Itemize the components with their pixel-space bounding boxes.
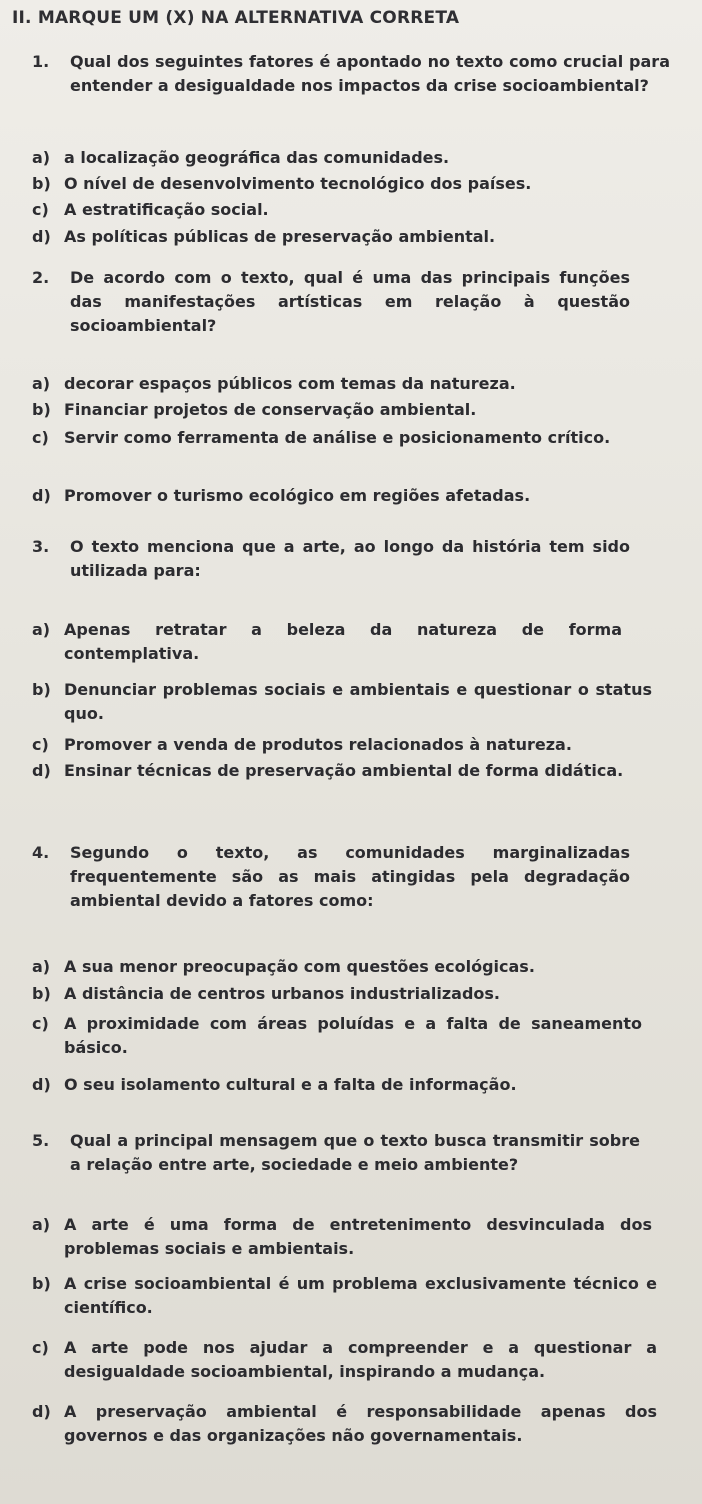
option-text: Financiar projetos de conservação ambiental. [64, 400, 477, 419]
option-letter: d) [32, 761, 51, 780]
option-text: Apenas retratar a beleza da natureza de forma contemplativa. [64, 620, 622, 663]
question-1-option-a[interactable] [32, 146, 449, 170]
question-3-option-b[interactable] [32, 678, 652, 726]
option-letter: a) [32, 1215, 51, 1234]
option-letter: c) [32, 735, 49, 754]
question-1-number: 1. [32, 52, 50, 71]
option-text: As políticas públicas de preservação ambiental. [64, 227, 496, 246]
option-letter: a) [32, 957, 51, 976]
question-4-option-d[interactable] [32, 1073, 517, 1097]
option-text: A estratificação social. [64, 200, 269, 219]
question-4-option-c[interactable] [32, 1012, 642, 1060]
option-letter: b) [32, 984, 51, 1003]
question-3-text: O texto menciona que a arte, ao longo da história tem sido utilizada para: [70, 537, 630, 580]
option-text: A arte é uma forma de entretenimento desvinculada dos problemas sociais e ambientais. [64, 1215, 652, 1258]
option-letter: c) [32, 1338, 49, 1357]
option-letter: d) [32, 1402, 51, 1421]
option-letter: b) [32, 174, 51, 193]
question-3-option-d[interactable] [32, 759, 652, 783]
option-text: A arte pode nos ajudar a compreender e a questionar a desigualdade socioambiental, inspirando a mudança. [64, 1338, 657, 1381]
option-letter: c) [32, 428, 49, 447]
option-letter: d) [32, 486, 51, 505]
question-4-text: Segundo o texto, as comunidades marginalizadas frequentemente são as mais atingidas pela degradação ambiental devido a fatores como: [70, 843, 630, 910]
question-1-option-c[interactable] [32, 198, 269, 222]
option-text: A proximidade com áreas poluídas e a falta de saneamento básico. [64, 1014, 642, 1057]
option-letter: b) [32, 400, 51, 419]
option-letter: b) [32, 1274, 51, 1293]
question-4-option-b[interactable] [32, 982, 500, 1006]
question-4-option-a[interactable] [32, 955, 535, 979]
question-4-number: 4. [32, 843, 50, 862]
option-text: A preservação ambiental é responsabilidade apenas dos governos e das organizações não governamentais. [64, 1402, 657, 1445]
option-letter: d) [32, 1075, 51, 1094]
option-text: Ensinar técnicas de preservação ambiental de forma didática. [64, 761, 624, 780]
option-text: A sua menor preocupação com questões ecológicas. [64, 957, 535, 976]
option-text: decorar espaços públicos com temas da natureza. [64, 374, 516, 393]
option-text: Promover o turismo ecológico em regiões afetadas. [64, 486, 531, 505]
option-text: Promover a venda de produtos relacionados à natureza. [64, 735, 572, 754]
question-1-option-b[interactable] [32, 172, 531, 196]
question-5-number: 5. [32, 1131, 50, 1150]
option-text: Denunciar problemas sociais e ambientais e questionar o status quo. [64, 680, 652, 723]
option-letter: a) [32, 374, 51, 393]
question-2-option-c[interactable] [32, 426, 612, 450]
option-text: O seu isolamento cultural e a falta de informação. [64, 1075, 517, 1094]
question-3-option-a[interactable] [32, 618, 622, 666]
question-1-text: Qual dos seguintes fatores é apontado no texto como crucial para entender a desigualdade nos impactos da crise socioambiental? [70, 52, 670, 95]
section-title: II. MARQUE UM (X) NA ALTERNATIVA CORRETA [12, 8, 460, 28]
option-text: Servir como ferramenta de análise e posicionamento crítico. [64, 428, 611, 447]
question-5-option-d[interactable] [32, 1400, 657, 1448]
question-2-option-d[interactable] [32, 484, 530, 508]
question-3-option-c[interactable] [32, 733, 572, 757]
question-2-option-a[interactable] [32, 372, 516, 396]
option-letter: b) [32, 680, 51, 699]
question-5-text: Qual a principal mensagem que o texto busca transmitir sobre a relação entre arte, sociedade e meio ambiente? [70, 1131, 640, 1174]
question-5-option-b[interactable] [32, 1272, 657, 1320]
question-5-option-c[interactable] [32, 1336, 657, 1384]
question-3-number: 3. [32, 537, 50, 556]
question-1-option-d[interactable] [32, 225, 495, 249]
option-text: O nível de desenvolvimento tecnológico dos países. [64, 174, 532, 193]
option-text: A distância de centros urbanos industrializados. [64, 984, 501, 1003]
option-letter: c) [32, 200, 49, 219]
question-2-number: 2. [32, 268, 50, 287]
option-text: A crise socioambiental é um problema exclusivamente técnico e científico. [64, 1274, 657, 1317]
option-letter: a) [32, 620, 51, 639]
question-2-option-b[interactable] [32, 398, 476, 422]
option-letter: a) [32, 148, 51, 167]
option-letter: c) [32, 1014, 49, 1033]
option-letter: d) [32, 227, 51, 246]
question-2-text: De acordo com o texto, qual é uma das principais funções das manifestações artísticas em relação à questão socioambiental? [70, 268, 630, 335]
question-5-option-a[interactable] [32, 1213, 652, 1261]
option-text: a localização geográfica das comunidades. [64, 148, 450, 167]
